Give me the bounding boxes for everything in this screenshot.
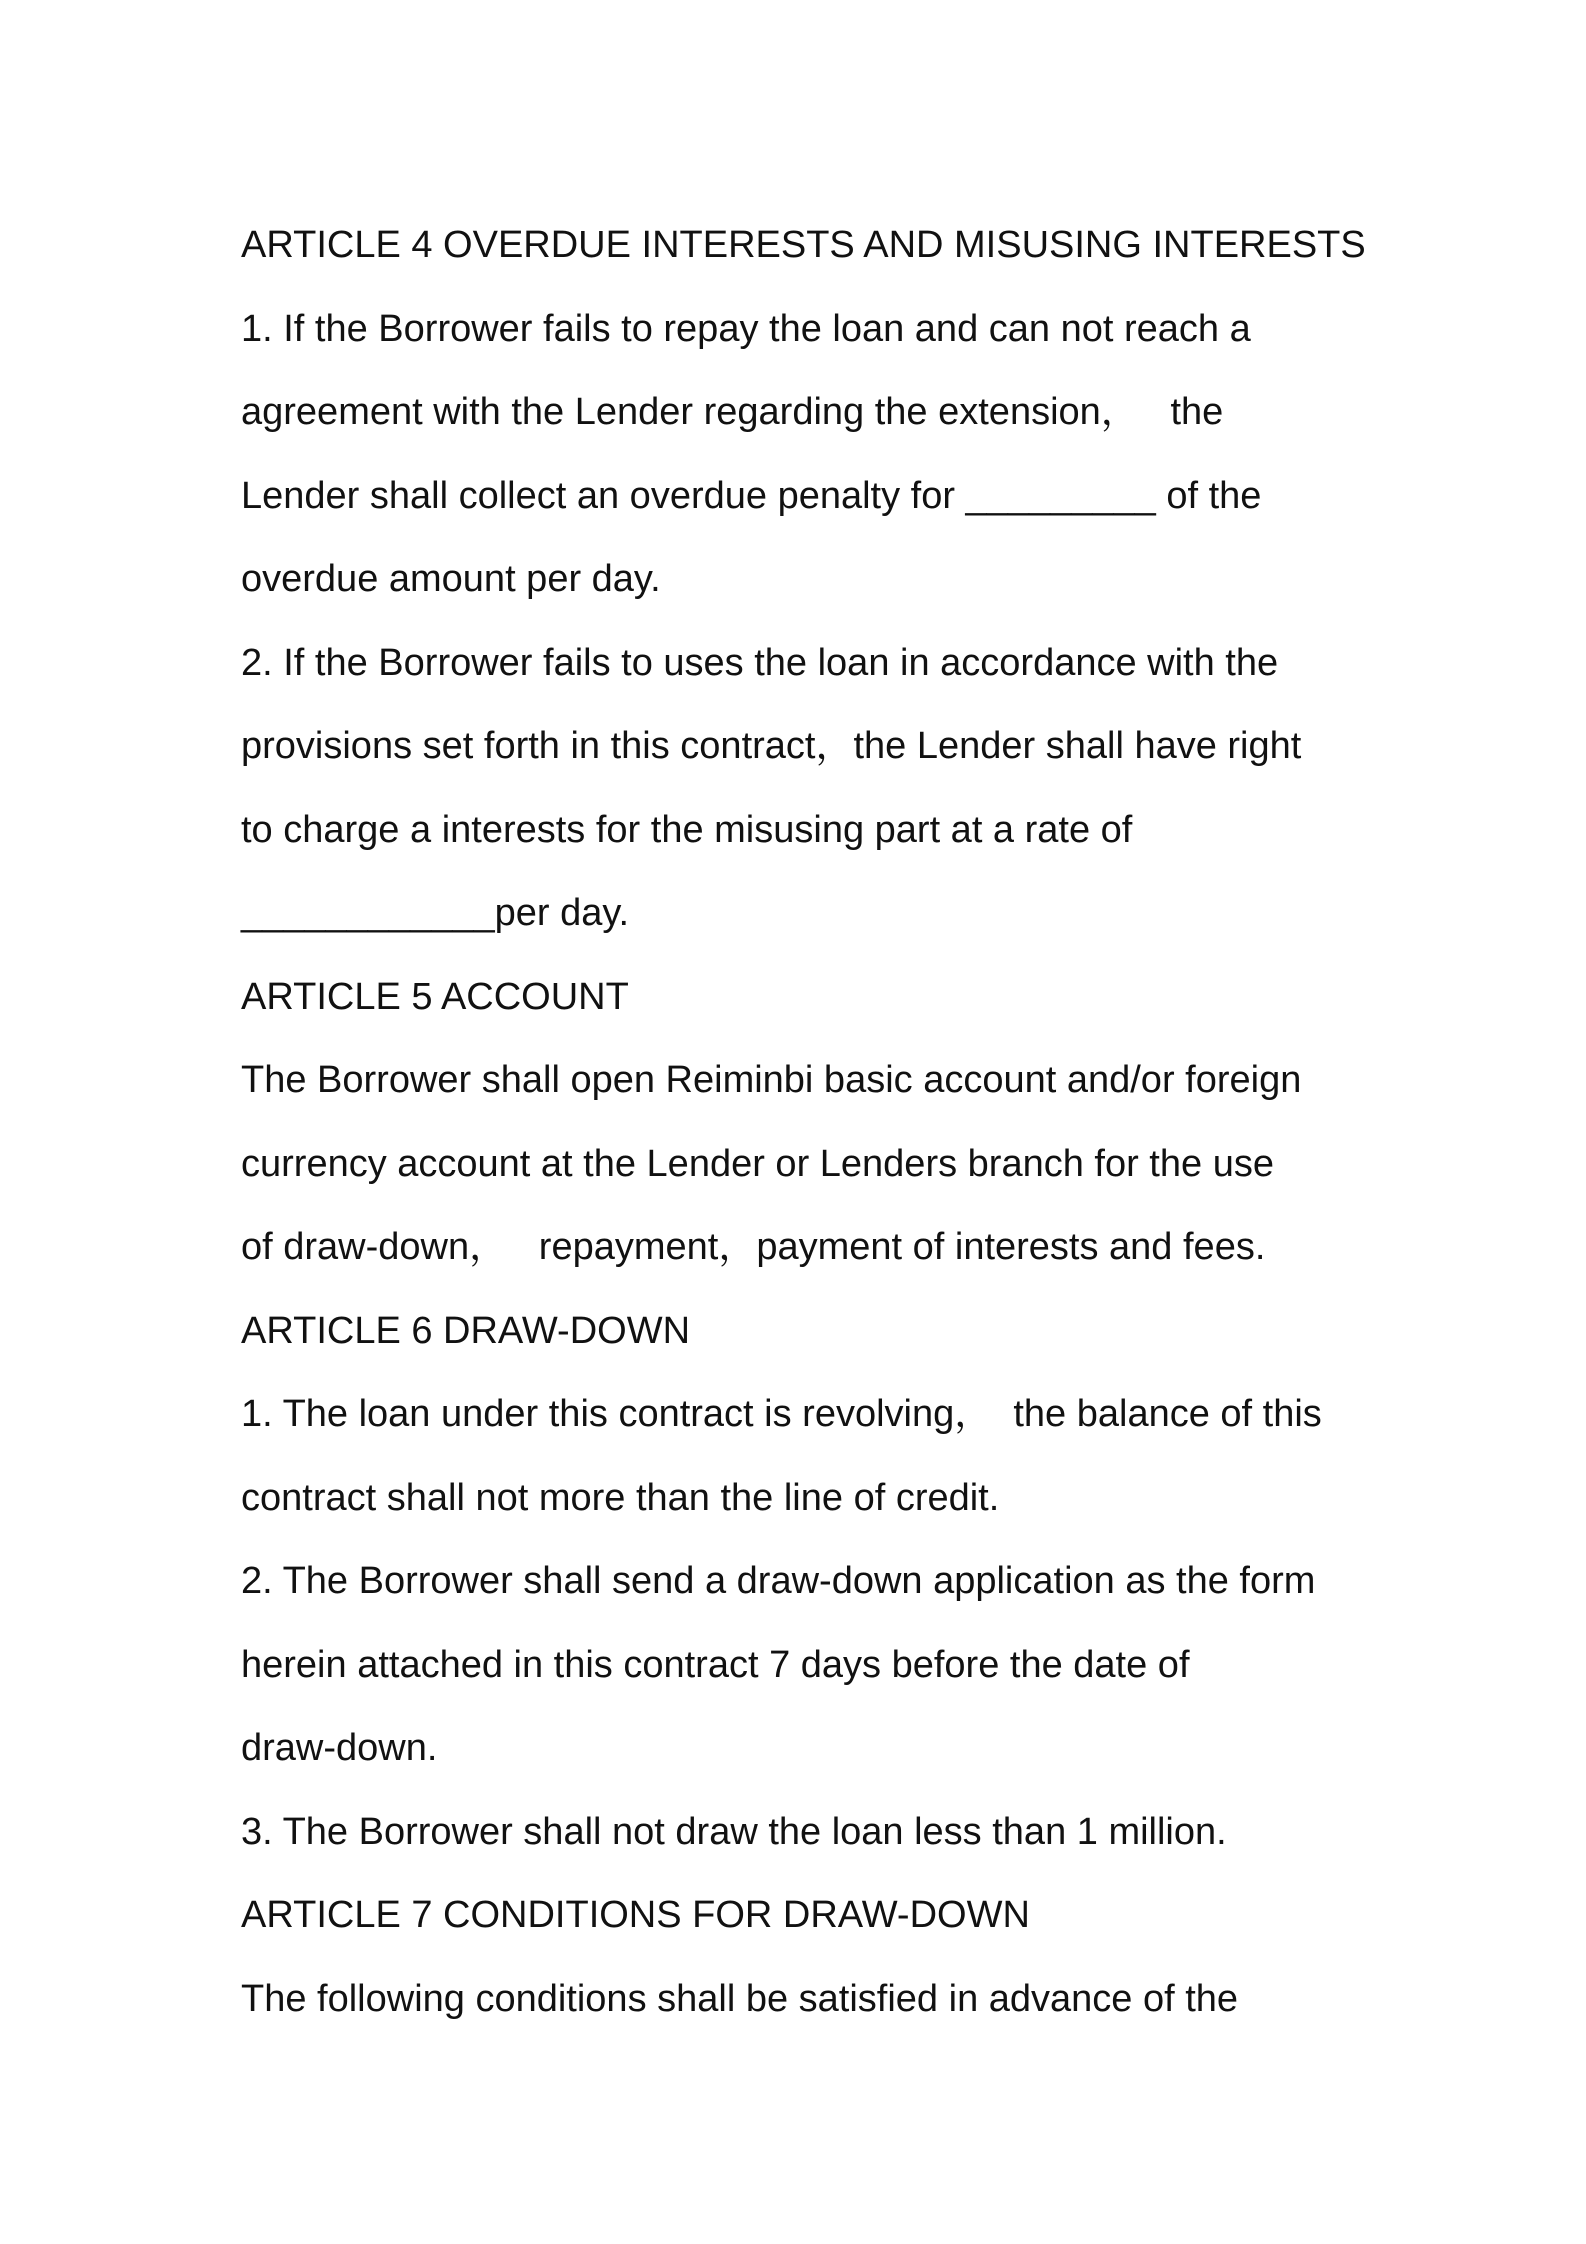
text-line: The following conditions shall be satisfied in advance of the bbox=[241, 1977, 1239, 2020]
text-line: 1. The loan under this contract is revolving， the balance of this bbox=[241, 1393, 1322, 1435]
text-line: ____________per day. bbox=[241, 892, 630, 934]
text-line: 2. If the Borrower fails to uses the loan in accordance with the bbox=[241, 641, 1279, 684]
text-line: draw-down. bbox=[241, 1727, 438, 1769]
text-line: The Borrower shall open Reiminbi basic account and/or foreign bbox=[241, 1059, 1302, 1101]
text-line: currency account at the Lender or Lenders branch for the use bbox=[241, 1142, 1274, 1185]
text-line: 3. The Borrower shall not draw the loan less than 1 million. bbox=[241, 1810, 1227, 1853]
text-line: contract shall not more than the line of credit. bbox=[241, 1476, 1000, 1519]
text-line: herein attached in this contract 7 days before the date of bbox=[241, 1643, 1190, 1686]
text-line: overdue amount per day. bbox=[241, 558, 661, 600]
text-line: provisions set forth in this contract，the Lender shall have right bbox=[241, 725, 1302, 767]
text-line: agreement with the Lender regarding the extension， the bbox=[241, 391, 1224, 433]
document-body bbox=[241, 204, 1371, 2041]
text-line: 2. The Borrower shall send a draw-down application as the form bbox=[241, 1560, 1316, 1602]
text-line: 1. If the Borrower fails to repay the loan and can not reach a bbox=[241, 307, 1251, 350]
text-line: Lender shall collect an overdue penalty for _________ of the bbox=[241, 474, 1262, 517]
article-6-heading: ARTICLE 6 DRAW-DOWN bbox=[241, 1309, 691, 1352]
text-line: of draw-down， repayment，payment of interests and fees. bbox=[241, 1226, 1266, 1268]
article-4-heading: ARTICLE 4 OVERDUE INTERESTS AND MISUSING INTERESTS bbox=[241, 224, 1366, 266]
text-line: to charge a interests for the misusing part at a rate of bbox=[241, 808, 1133, 851]
article-5-heading: ARTICLE 5 ACCOUNT bbox=[241, 975, 629, 1018]
article-7-heading: ARTICLE 7 CONDITIONS FOR DRAW-DOWN bbox=[241, 1894, 1030, 1936]
